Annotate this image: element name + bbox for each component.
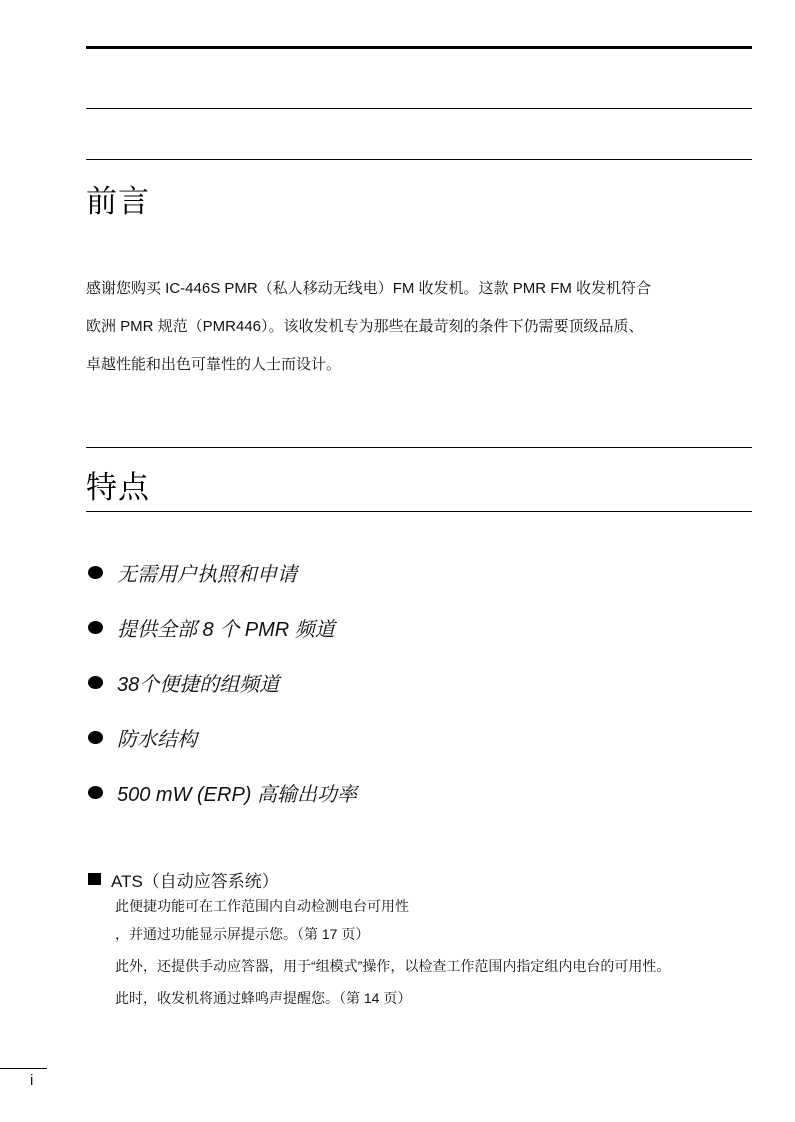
preface-rule xyxy=(86,159,752,160)
feature-text: 提供全部 8 个 PMR 频道 xyxy=(117,619,335,641)
intro-line: 卓越性能和出色可靠性的人士而设计。 xyxy=(86,356,342,373)
top-rule xyxy=(86,46,752,49)
ats-description xyxy=(115,892,670,1012)
divider-rule xyxy=(86,108,752,109)
page-number: i xyxy=(30,1072,34,1089)
feature-text: 防水结构 xyxy=(117,729,197,751)
ats-title: ATS（自动应答系统） xyxy=(111,871,279,891)
ats-line: 此时，收发机将通过蜂鸣声提醒您。（第 14 页） xyxy=(115,990,412,1006)
feature-item xyxy=(88,600,357,655)
ats-title-row xyxy=(88,866,670,892)
ats-section xyxy=(88,866,670,1012)
feature-item xyxy=(88,655,357,710)
feature-text: 无需用户执照和申请 xyxy=(117,564,297,586)
bullet-icon xyxy=(88,731,103,744)
bullet-icon xyxy=(88,786,103,799)
preface-heading: 前言 xyxy=(86,184,150,219)
feature-text: 38个便捷的组频道 xyxy=(117,674,280,696)
feature-item xyxy=(88,765,357,820)
intro-line: 欧洲 PMR 规范（PMR446）。该收发机专为那些在最苛刻的条件下仍需要顶级品质、 xyxy=(86,318,644,335)
feature-list xyxy=(88,545,357,820)
intro-line: 感谢您购买 IC-446S PMR（私人移动无线电）FM 收发机。这款 PMR FM 收发机符合 xyxy=(86,280,652,297)
bullet-icon xyxy=(88,566,103,579)
ats-line: ，并通过功能显示屏提示您。（第 17 页） xyxy=(115,926,370,942)
features-top-rule xyxy=(86,447,752,448)
bullet-icon xyxy=(88,621,103,634)
square-bullet-icon xyxy=(88,873,101,885)
ats-line: 此外，还提供手动应答器，用于“组模式”操作，以检查工作范围内指定组内电台的可用性。 xyxy=(115,958,671,974)
feature-item xyxy=(88,545,357,600)
intro-paragraph xyxy=(86,270,756,384)
feature-item xyxy=(88,710,357,765)
ats-line: 此便捷功能可在工作范围内自动检测电台可用性 xyxy=(115,898,409,914)
bullet-icon xyxy=(88,676,103,689)
features-bottom-rule xyxy=(86,511,752,512)
feature-text: 500 mW (ERP) 高输出功率 xyxy=(117,784,358,806)
features-heading: 特点 xyxy=(86,470,150,505)
footer-rule xyxy=(0,1068,47,1069)
